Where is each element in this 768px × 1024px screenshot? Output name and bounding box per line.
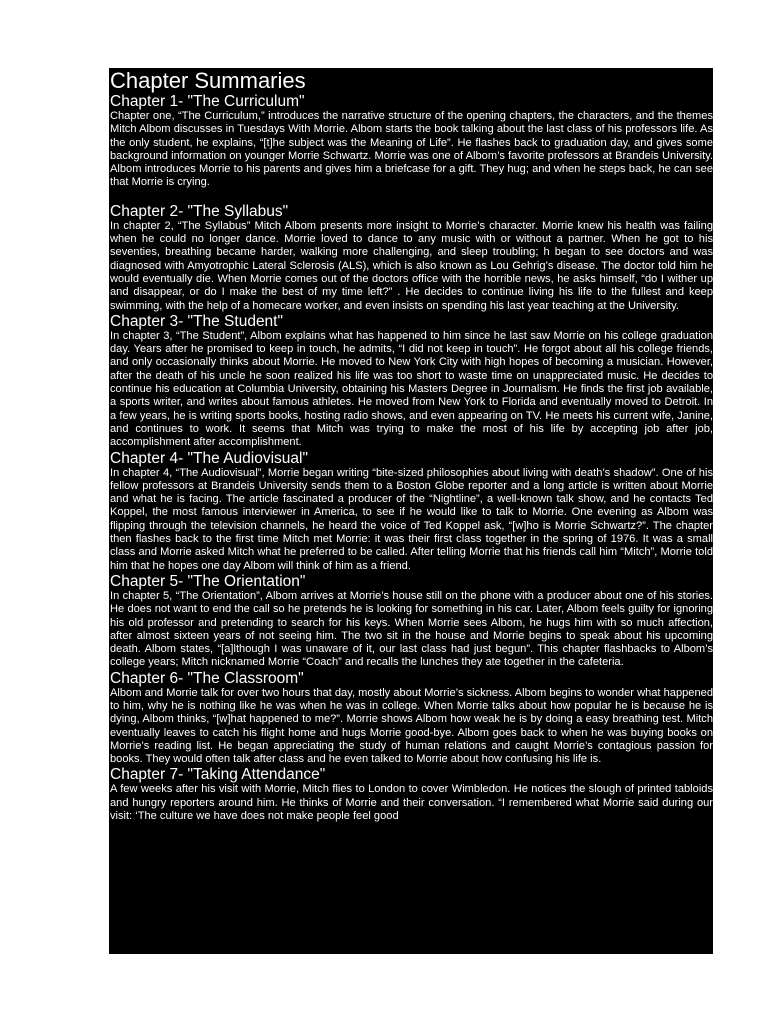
chapter-summary: Chapter one, “The Curriculum,” introduces the narrative structure of the opening chapters, the characters, and the themes Mitch Albom discusses in Tuesdays With Morrie. Albom starts the book talking about the last class of his professors life. As the only student, he explains, “[t]he subject was the Meaning of Life”. He flashes back to graduation day, and gives some background information on younger Morrie Schwartz. Morrie was one of Albom’s favorite professors at Brandeis University. Albom introduces Morrie to his parents and gives him a briefcase for a gift. They hug; and when he steps back, he can see that Morrie is crying. [110, 110, 713, 189]
chapter-summary: A few weeks after his visit with Morrie, Mitch flies to London to cover Wimbledon. He notices the slough of printed tabloids and hungry reporters around him. He thinks of Morrie and their conversation. “I remembered what Morrie said during our visit: ‘The culture we have does not make people feel good [110, 783, 713, 823]
chapter-heading: Chapter 3- "The Student" [110, 312, 283, 330]
chapter-heading: Chapter 1- "The Curriculum" [110, 93, 305, 110]
chapter-6 [109, 670, 713, 767]
chapter-5 [109, 573, 713, 670]
chapter-heading: Chapter 6- "The Classroom" [110, 669, 304, 687]
chapter-2 [109, 203, 713, 313]
chapter-summary: In chapter 4, “The Audiovisual”, Morrie began writing “bite-sized philosophies about living with death’s shadow”. One of his fellow professors at Brandeis University sends them to a Boston Globe reporter and a long article is written about Morrie and what he is facing. The article fascinated a producer of the “Nightline”, a well-known talk show, and he contacts Ted Koppel, the most famous interviewer in America, to see if he would like to talk to Morrie. One evening as Albom was flipping through the television channels, he heard the voice of Ted Koppel ask, “[w]ho is Morrie Schwartz?”. The chapter then flashes back to the first time Mitch met Morrie: it was their first class together in the spring of 1976. It was a small class and Morrie asked Mitch what he preferred to be called. After telling Morrie that his friends call him “Mitch”, Morrie told him that he hopes one day Albom will think of him as a friend. [110, 466, 713, 572]
chapter-summary: In chapter 5, “The Orientation”, Albom arrives at Morrie’s house still on the phone with a producer about one of his stories. He does not want to end the call so he pretends he is looking for something in his car. Later, Albom feels guilty for ignoring his old professor and pretending to search for his keys. When Morrie sees Albom, he hugs him with so much affection, after almost sixteen years of not seeing him. The two sit in the house and Morrie begins to speak about his upcoming death. Albom states, “[a]lthough I was unaware of it, our last class had just begun”. This chapter flashbacks to Albom’s college years; Mitch nicknamed Morrie “Coach” and recalls the lunches they ate together in the cafeteria. [110, 589, 713, 669]
chapter-summary: In chapter 3, “The Student”, Albom explains what has happened to him since he last saw Morrie on his college graduation day. Years after he promised to keep in touch, he admits, “I did not keep in touch”. He forgot about all his college friends, and only occasionally thinks about Morrie. He moved to New York City with high hopes of becoming a musician. However, after the death of his uncle he soon realized his life was too short to waste time on unappreciated music. He decides to continue his education at Columbia University, obtaining his Masters Degree in Journalism. He finds the first job available, a sports writer, and writes about famous athletes. He moved from New York to Florida and eventually moved to Detroit. In a few years, he is writing sports books, hosting radio shows, and even appearing on TV. He meets his current wife, Janine, and continues to work. It seems that Mitch was trying to make the most of his life by accepting job after job, accomplishment after accomplishment. [110, 329, 713, 449]
chapter-summary: Albom and Morrie talk for over two hours that day, mostly about Morrie’s sickness. Albom begins to wonder what happened to him, why he is nothing like he was when he was in college. When Morrie talks about how popular he is because he is dying, Albom thinks, “[w]hat happened to me?”. Morrie shows Albom how weak he is by doing a easy breathing test. Mitch eventually leaves to catch his flight home and hugs Morrie good-bye. Albom goes back to when he was buying books on Morrie’s reading list. He began appreciating the study of human relations and caught Morrie’s contagious passion for books. They would often talk after class and he even talked to Morrie about how confusing his life is. [110, 686, 713, 766]
chapter-heading: Chapter 5- "The Orientation" [110, 572, 306, 590]
document-page [109, 68, 713, 954]
chapter-heading: Chapter 7- "Taking Attendance" [110, 766, 326, 784]
chapter-1 [109, 93, 713, 190]
chapter-heading: Chapter 2- "The Syllabus" [110, 202, 289, 220]
chapter-4 [109, 450, 713, 573]
chapter-summary: In chapter 2, “The Syllabus” Mitch Albom presents more insight to Morrie’s character. Morrie knew his health was failing when he could no longer dance. Morrie loved to dance to any music with or without a partner. When he got to his seventies, breathing became harder, walking more challenging, and sleep troubling; h began to see doctors and was diagnosed with Amyotrophic Lateral Sclerosis (ALS), which is also known as Lou Gehrig’s disease. The doctor told him he would eventually die. When Morrie comes out of the doctors office with the horrible news, he asks himself, “do I wither up and disappear, or do I make the best of my time left?” . He decides to continue living his life to the fullest and keep swimming, with the help of a homecare worker, and even insists on spending his last year teaching at the University. [110, 219, 713, 312]
section-gap [109, 190, 713, 203]
chapter-3 [109, 313, 713, 450]
chapter-heading: Chapter 4- "The Audiovisual" [110, 449, 308, 467]
document-title: Chapter Summaries [110, 68, 306, 93]
chapter-7 [109, 766, 713, 823]
